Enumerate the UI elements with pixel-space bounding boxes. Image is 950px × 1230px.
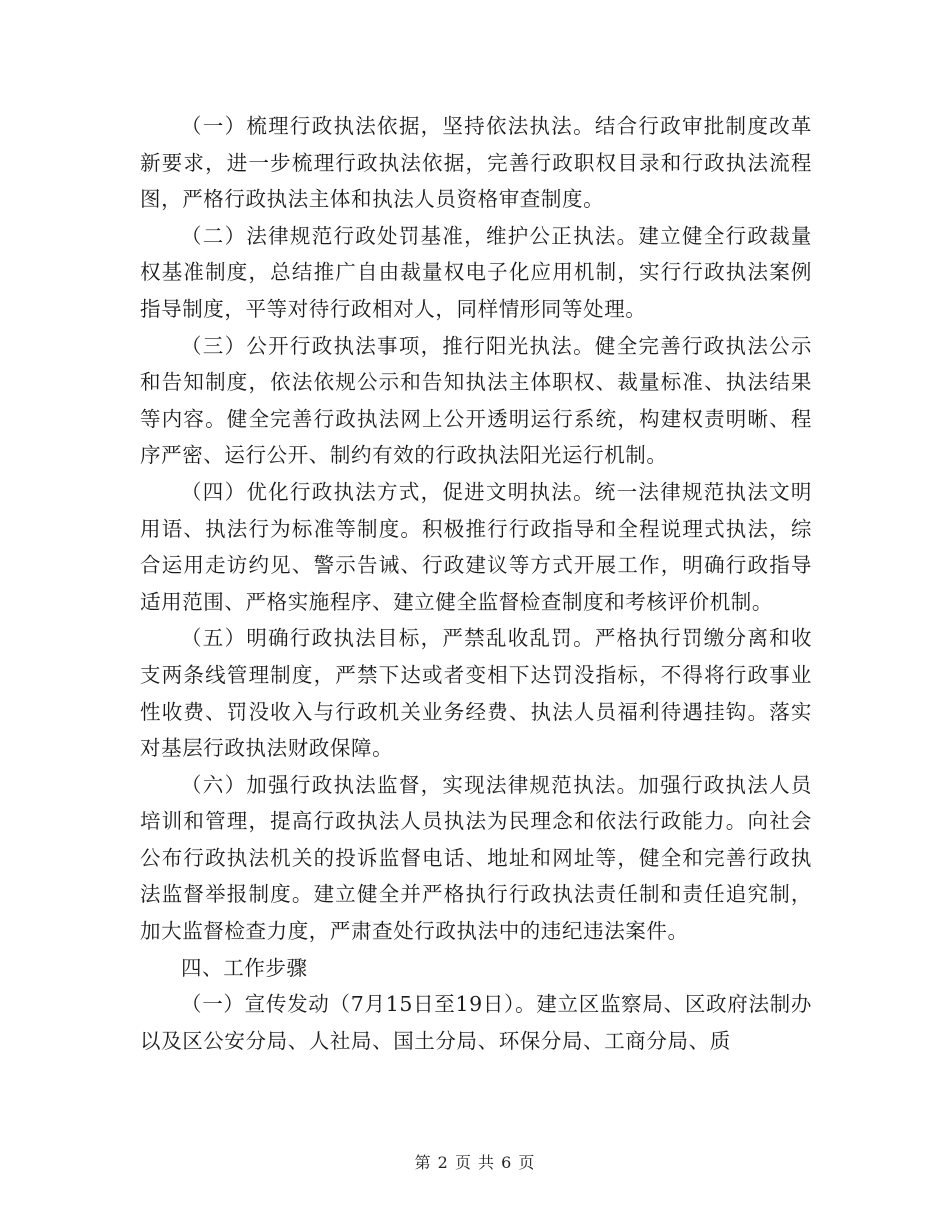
page-number-footer: 第 2 页 共 6 页 [414,1153,536,1172]
paragraph-6: （六）加强行政执法监督，实现法律规范执法。加强行政执法人员培训和管理，提高行政执法人员执法为民理念和依法行政能力。向社会公布行政执法机关的投诉监督电话、地址和网址等，健全和完善行政执法监督举报制度。建立健全并严格执行行政执法责任制和责任追究制，加大监督检查力度，严肃查处行政执法中的违纪违法案件。 [140,772,812,944]
paragraph-7: （一）宣传发动（7月15日至19日）。建立区监察局、区政府法制办以及区公安分局、人社局、国土分局、环保分局、工商分局、质 [140,992,812,1053]
paragraph-2: （二）法律规范行政处罚基准，维护公正执法。建立健全行政裁量权基准制度，总结推广自由裁量权电子化应用机制，实行行政执法案例指导制度，平等对待行政相对人，同样情形同等处理。 [140,223,812,321]
section-heading: 四、工作步骤 [181,955,308,980]
document-body [140,108,812,1059]
paragraph-3: （三）公开行政执法事项，推行阳光执法。健全完善行政执法公示和告知制度，依法依规公示和告知执法主体职权、裁量标准、执法结果等内容。健全完善行政执法网上公开透明运行系统，构建权责明晰、程序严密、运行公开、制约有效的行政执法阳光运行机制。 [140,333,812,468]
paragraph-4: （四）优化行政执法方式，促进文明执法。统一法律规范执法文明用语、执法行为标准等制度。积极推行行政指导和全程说理式执法，综合运用走访约见、警示告诫、行政建议等方式开展工作，明确行政指导适用范围、严格实施程序、建立健全监督检查制度和考核评价机制。 [140,479,812,614]
paragraph-5: （五）明确行政执法目标，严禁乱收乱罚。严格执行罚缴分离和收支两条线管理制度，严禁下达或者变相下达罚没指标，不得将行政事业性收费、罚没收入与行政机关业务经费、执法人员福利待遇挂钩。落实对基层行政执法财政保障。 [140,626,812,761]
paragraph-1: （一）梳理行政执法依据，坚持依法执法。结合行政审批制度改革新要求，进一步梳理行政执法依据，完善行政职权目录和行政执法流程图，严格行政执法主体和执法人员资格审查制度。 [140,114,812,212]
